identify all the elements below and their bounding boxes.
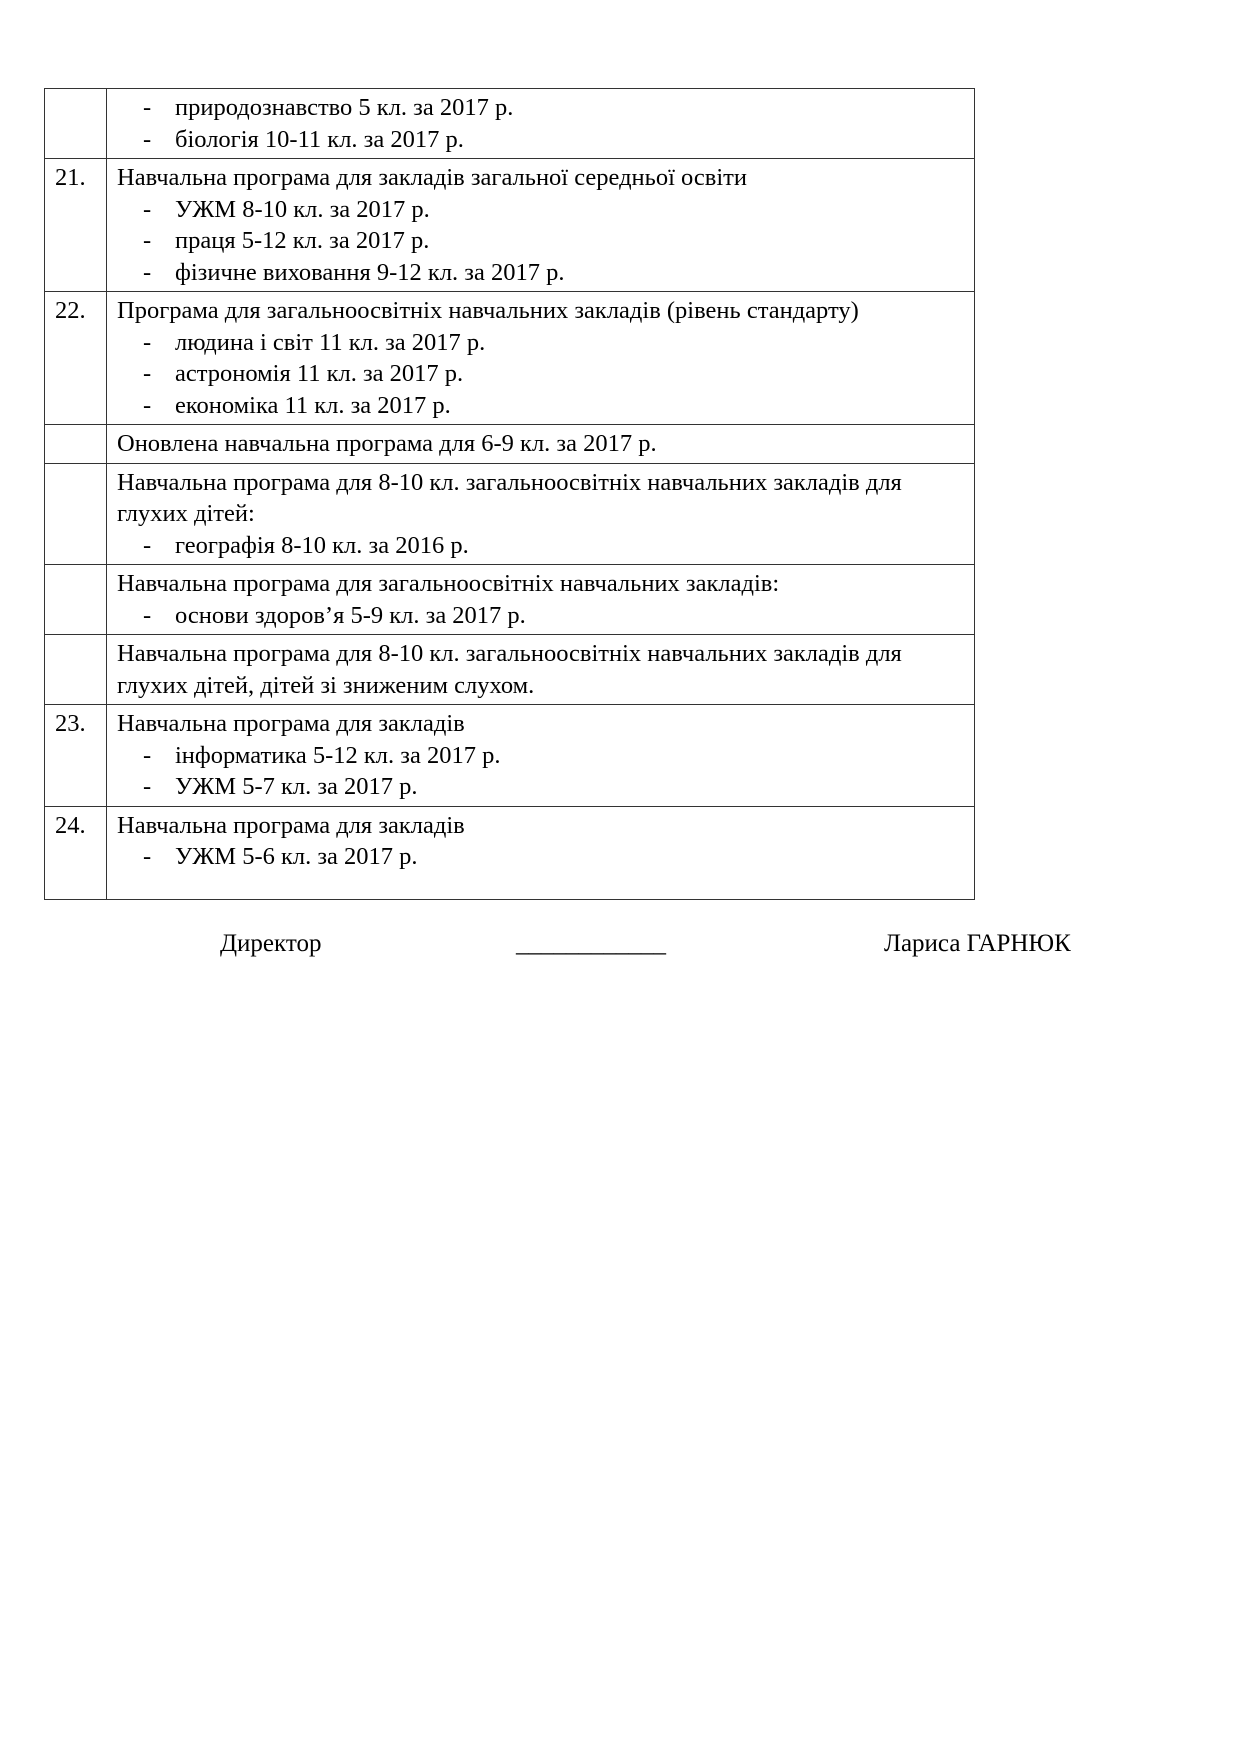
list-item (117, 600, 964, 632)
signature-position: Директор (220, 930, 322, 957)
table-row (45, 463, 975, 565)
bullet-dash: - (143, 258, 152, 286)
list-item (117, 194, 964, 226)
list-item (117, 841, 964, 873)
list-item (117, 257, 964, 289)
row-content (107, 292, 975, 425)
bullet-dash: - (143, 391, 152, 419)
signature-name: Лариса ГАРНЮК (884, 930, 1071, 957)
bullet-dash: - (143, 843, 152, 870)
row-number (45, 463, 107, 565)
row-number: 22. (45, 292, 107, 425)
row-number: 21. (45, 159, 107, 292)
table-row (45, 565, 975, 635)
row-content (107, 635, 975, 705)
item-text: економіка 11 кл. за 2017 р. (175, 391, 451, 419)
table-row (45, 806, 975, 899)
item-text: основи здоров’я 5-9 кл. за 2017 р. (175, 601, 526, 629)
row-title: Навчальна програма для закладів загальної середньої освіти (117, 164, 747, 191)
row-title: Навчальна програма для загальноосвітніх навчальних закладів: (117, 570, 780, 597)
row-number: 24. (45, 806, 107, 899)
item-text: УЖМ 5-6 кл. за 2017 р. (175, 843, 418, 870)
bullet-dash: - (143, 328, 152, 356)
signature-line: ____________ (516, 930, 666, 957)
item-text: УЖМ 8-10 кл. за 2017 р. (175, 195, 430, 223)
bullet-dash: - (143, 531, 152, 559)
row-title: Навчальна програма для закладів (117, 811, 465, 839)
item-text: УЖМ 5-7 кл. за 2017 р. (175, 773, 418, 800)
list-item (117, 124, 964, 156)
row-content (107, 806, 975, 899)
row-number (45, 635, 107, 705)
row-number (45, 425, 107, 464)
list-item (117, 358, 964, 390)
bullet-dash: - (143, 94, 152, 121)
row-content (107, 89, 975, 159)
row-title: Навчальна програма для 8-10 кл. загальноосвітніх навчальних закладів для глухих дітей, дітей зі зниженим слухом. (117, 640, 902, 699)
bullet-dash: - (143, 125, 152, 153)
table-row (45, 425, 975, 464)
row-content (107, 463, 975, 565)
list-item (117, 225, 964, 257)
table-row (45, 635, 975, 705)
item-text: природознавство 5 кл. за 2017 р. (175, 94, 514, 121)
row-title: Оновлена навчальна програма для 6-9 кл. за 2017 р. (117, 430, 657, 457)
row-content (107, 425, 975, 464)
table-row (45, 292, 975, 425)
bullet-dash: - (143, 195, 152, 223)
row-number (45, 565, 107, 635)
row-title: Навчальна програма для 8-10 кл. загальноосвітніх навчальних закладів для глухих дітей: (117, 468, 902, 527)
bullet-dash: - (143, 773, 152, 800)
bullet-dash: - (143, 741, 152, 769)
list-item (117, 92, 964, 124)
list-item (117, 327, 964, 359)
item-text: фізичне виховання 9-12 кл. за 2017 р. (175, 258, 565, 286)
row-content (107, 159, 975, 292)
row-title: Навчальна програма для закладів (117, 710, 465, 737)
item-text: праця 5-12 кл. за 2017 р. (175, 227, 430, 254)
programs-table (44, 88, 975, 900)
item-text: астрономія 11 кл. за 2017 р. (175, 360, 464, 387)
row-number: 23. (45, 705, 107, 807)
bullet-dash: - (143, 227, 152, 254)
row-content (107, 565, 975, 635)
bullet-dash: - (143, 360, 152, 387)
item-text: інформатика 5-12 кл. за 2017 р. (175, 741, 501, 769)
item-text: географія 8-10 кл. за 2016 р. (175, 531, 469, 559)
list-item (117, 771, 964, 803)
item-text: біологія 10-11 кл. за 2017 р. (175, 125, 464, 153)
table-row (45, 159, 975, 292)
row-title: Програма для загальноосвітніх навчальних закладів (рівень стандарту) (117, 297, 859, 324)
table-row (45, 705, 975, 807)
bullet-dash: - (143, 601, 152, 629)
item-text: людина і світ 11 кл. за 2017 р. (175, 328, 486, 356)
list-item (117, 530, 964, 562)
list-item (117, 390, 964, 422)
row-number (45, 89, 107, 159)
row-content (107, 705, 975, 807)
list-item (117, 740, 964, 772)
table-row (45, 89, 975, 159)
